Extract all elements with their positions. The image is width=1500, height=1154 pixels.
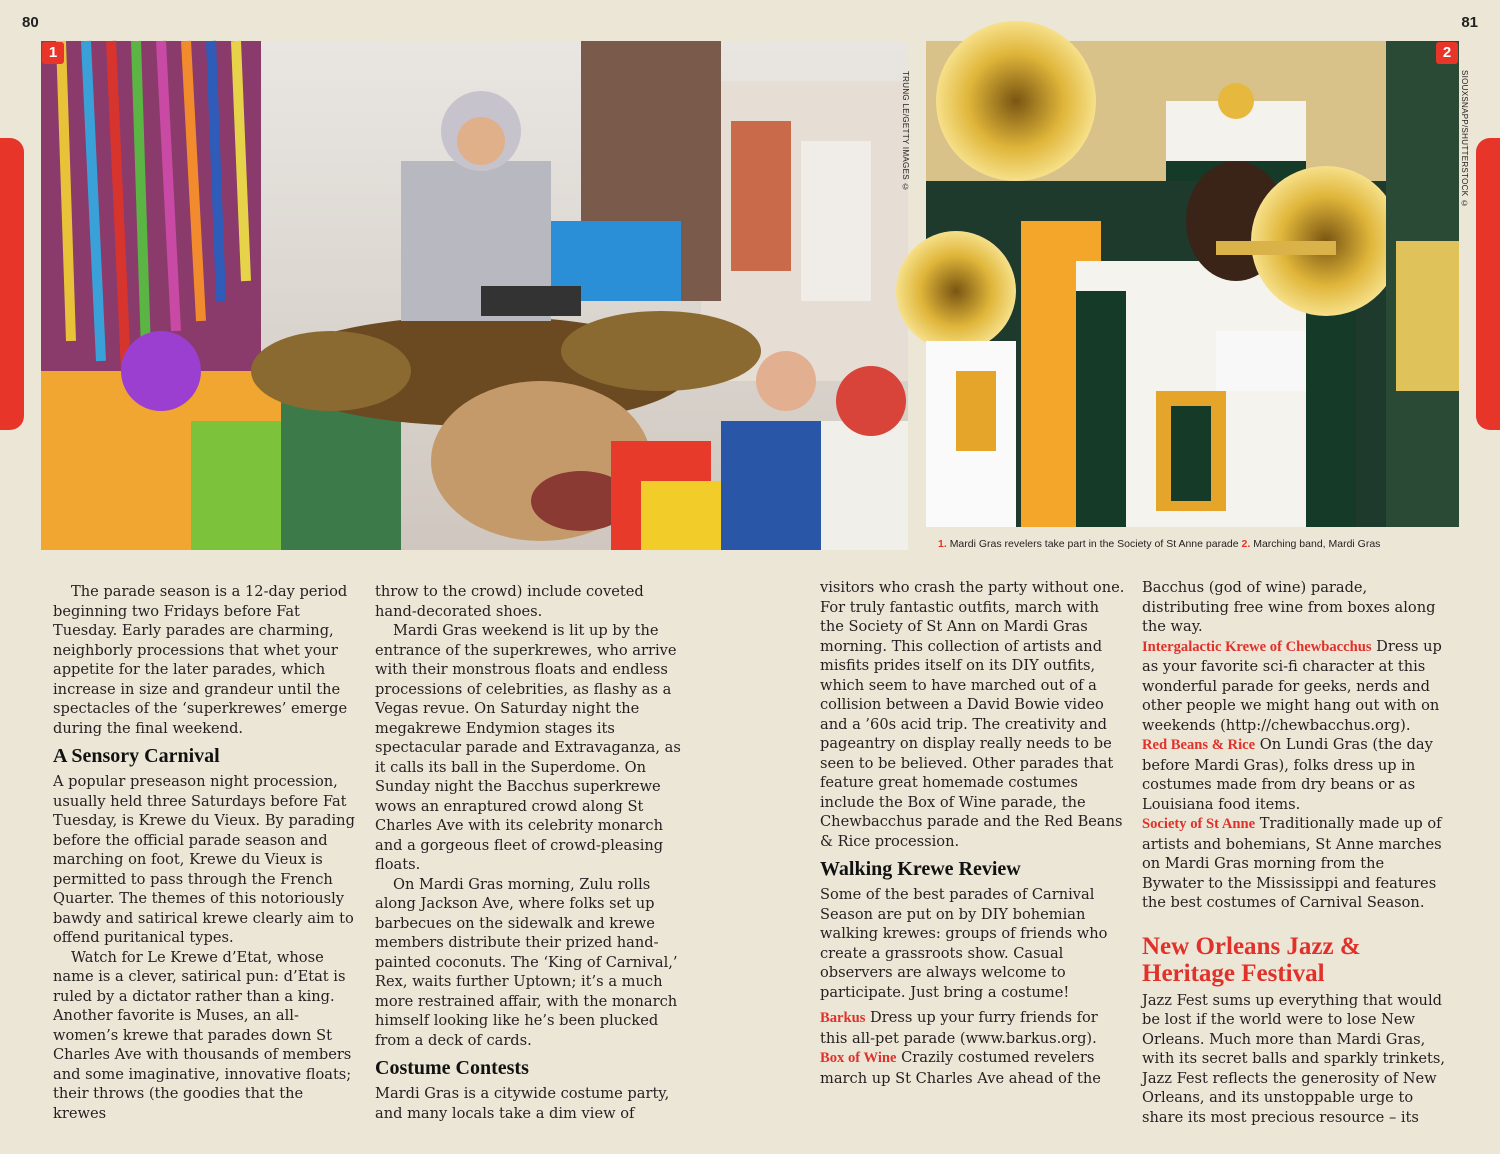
paragraph: Mardi Gras is a citywide costume party, and many locals take a dim view of — [375, 1085, 670, 1122]
paragraph: Mardi Gras weekend is lit up by the entrance of the superkrewes, who arrive with their monstrous floats and endless processions of celebrities, as flashy as a Vegas revue. On Saturday night the megakrewe Endymion stages its spectacular parade and Extravaganza, as it calls its ball in the Superdome. On Sunday night the Bacchus superkrewe wows an enraptured crowd along St Charles Ave with its celebrity monarch and a gorgeous fleet of crowd-pleasing floats. — [375, 622, 681, 873]
listing-entry — [1142, 637, 1448, 736]
text-column-3 — [820, 578, 1126, 1088]
paragraph: visitors who crash the party without one. For truly fantastic outfits, march with the Society of St Ann on Mardi Gras morning. This collection of artists and misfits prides itself on its DIY outfits, which seem to have marched out of a collision between a David Bowie video and a ’60s acid trip. The creativity and pageantry on display really needs to be seen to be believed. Other parades that feature great homemade costumes include the Box of Wine parade, the Chewbacchus parade and the Red Beans & Rice procession. — [820, 579, 1125, 850]
section-heading-jazz-fest: New Orleans Jazz & Heritage Festival — [1142, 932, 1361, 987]
photo-parade-float-art — [41, 41, 908, 550]
paragraph: The parade season is a 12-day period beginning two Fridays before Fat Tuesday. Early parades are charming, neighborly processions that whet your appetite for the later parades, which increase in size and grandeur until the spectacles of the ‘superkrewes’ emerge during the final weekend. — [53, 583, 348, 737]
listing-name: Society of St Anne — [1142, 816, 1256, 832]
text-column-2 — [375, 582, 681, 1123]
listing-name: Red Beans & Rice — [1142, 737, 1256, 753]
listing-text: Dress up as your favorite sci-fi character at this wonderful parade for geeks, nerds and other people we might hang out with on weekends (http://chewbacchus.org). — [1142, 637, 1442, 734]
photo-parade-float — [41, 41, 908, 550]
section-heading-sensory-carnival: A Sensory Carnival — [53, 745, 220, 767]
paragraph: On Mardi Gras morning, Zulu rolls along Jackson Ave, where folks set up barbecues on the sidewalk and krewe members distribute their prized hand-painted coconuts. The ‘King of Carnival,’ Rex, waits further Uptown; it’s a much more restrained affair, with the monarch himself looking like he’s been plucked from a deck of cards. — [375, 875, 678, 1049]
caption-number-2: 2. — [1241, 538, 1251, 550]
listing-text: Crazily costumed revelers march up St Charles Ave ahead of the — [820, 1049, 1101, 1087]
paragraph: Jazz Fest sums up everything that would be lost if the world were to lose New Orleans. Much more than Mardi Gras, with its secret balls and sparkly trinkets, Jazz Fest reflects the generosity of New Orleans, and its unstoppable urge to share its most precious resource – its — [1142, 991, 1446, 1126]
text-column-1 — [53, 582, 359, 1123]
photo-1-credit: TRUNG LE/GETTY IMAGES © — [901, 71, 910, 192]
right-edge-tab — [1476, 138, 1500, 430]
section-heading-walking-krewe-review: Walking Krewe Review — [820, 858, 1021, 880]
paragraph: throw to the crowd) include coveted hand-decorated shoes. — [375, 583, 644, 620]
right-page-number: 81 — [1461, 14, 1478, 31]
listing-text: On Lundi Gras (the day before Mardi Gras), folks dress up in costumes made from dry beans or as Louisiana food items. — [1142, 736, 1433, 813]
listing-text: Dress up your furry friends for this all-pet parade (www.barkus.org). — [820, 1009, 1098, 1047]
listing-entry — [820, 1048, 1126, 1088]
photo-2-credit: SIOUXSNAPP/SHUTTERSTOCK © — [1460, 70, 1469, 209]
paragraph: Some of the best parades of Carnival Season are put on by DIY bohemian walking krewes: groups of friends who create a grassroots show. Casual observers are always welcome to participate. Just bring a costume! — [820, 886, 1108, 1001]
caption-text-1: Mardi Gras revelers take part in the Society of St Anne parade — [949, 538, 1239, 550]
listing-entry — [1142, 814, 1448, 913]
photo-caption — [938, 538, 1380, 550]
left-page-number: 80 — [22, 14, 39, 31]
section-heading-costume-contests: Costume Contests — [375, 1057, 529, 1079]
caption-number-1: 1. — [938, 538, 947, 550]
listing-text: Traditionally made up of artists and bohemians, St Anne marches on Mardi Gras morning from the Bywater to the Mississippi and features the best costumes of Carnival Season. — [1142, 815, 1442, 911]
left-edge-tab — [0, 138, 24, 430]
listing-name: Intergalactic Krewe of Chewbacchus — [1142, 638, 1372, 655]
caption-text-2: Marching band, Mardi Gras — [1253, 538, 1381, 550]
paragraph: A popular preseason night procession, usually held three Saturdays before Fat Tuesday, is Krewe du Vieux. By parading before the official parade season and marching on foot, Krewe du Vieux is permitted to pass through the French Quarter. The themes of this notoriously bawdy and satirical krewe clearly aim to offend puritanical types. — [53, 773, 355, 946]
listing-name: Barkus — [820, 1010, 866, 1026]
listing-name: Box of Wine — [820, 1050, 897, 1066]
listing-entry — [820, 1008, 1126, 1048]
paragraph: Bacchus (god of wine) parade, distributing free wine from boxes along the way. — [1142, 579, 1436, 635]
paragraph: Watch for Le Krewe d’Etat, whose name is a clever, satirical pun: d’Etat is ruled by a dictator rather than a king. Another favorite is Muses, an all-women’s krewe that parades down St Charles Ave with thousands of members and some imaginative, innovative floats; their throws (the goodies that the krewes — [53, 948, 352, 1122]
photo-marching-band-art — [926, 41, 1459, 527]
text-column-4 — [1142, 578, 1448, 1127]
photo-1-badge: 1 — [42, 42, 64, 64]
photo-marching-band — [926, 41, 1459, 527]
photo-2-badge: 2 — [1436, 42, 1458, 64]
listing-entry — [1142, 735, 1448, 814]
